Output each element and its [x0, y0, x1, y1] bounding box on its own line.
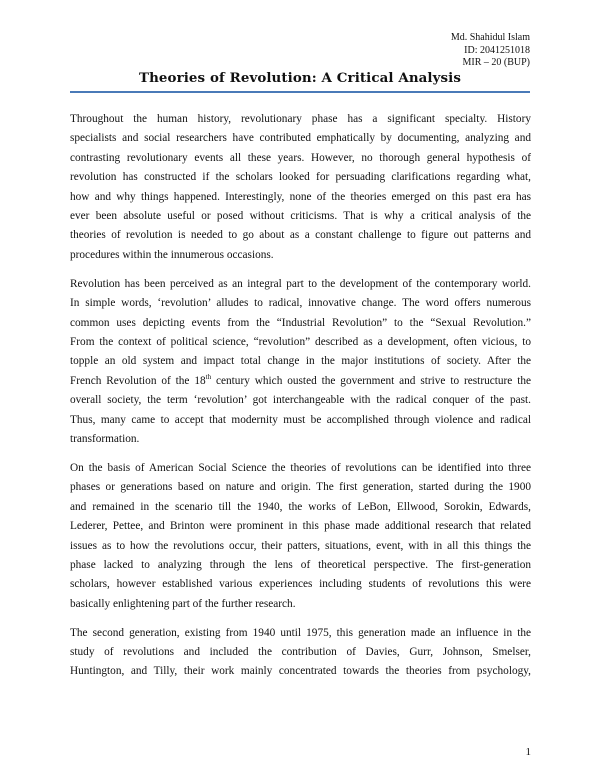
text-fragment: French Revolution of the 18: [70, 374, 206, 387]
text-line: Revolution has been perceived as an integral part to the development of the contemporary world.: [70, 277, 531, 290]
text-line-french-revolution: [70, 372, 531, 391]
text-line: revolution has constructed if the scholars looked for persuading clarifications regarding what,: [70, 171, 531, 184]
text-line: basically enlightening part of the further research.: [70, 597, 296, 610]
page-number: 1: [525, 746, 531, 758]
text-line: From the context of political science, “revolution” described as a development, often vicious, to: [70, 335, 531, 348]
text-line: ever been absolute useful or posed without criticisms. That is why a critical analysis of the: [70, 210, 531, 223]
superscript-th: th: [205, 373, 212, 382]
paragraph-2: [70, 275, 531, 450]
text-line: On the basis of American Social Science the theories of revolutions can be identified into three: [70, 461, 531, 474]
text-line: common uses depicting events from the “Industrial Revolution” to the “Sexual Revolution.”: [70, 316, 531, 329]
text-line: Lederer, Pettee, and Brinton were prominent in this phase made additional research that related: [70, 520, 531, 533]
text-line: overall society, the term ‘revolution’ got interchangeable with the radical conquer of the past.: [70, 394, 531, 407]
document-title: Theories of Revolution: A Critical Analysis: [139, 70, 461, 86]
text-fragment: century which ousted the government and strive to restructure the: [211, 374, 531, 387]
author-name: Md. Shahidul Islam: [450, 32, 530, 43]
text-line: phases or generations based on nature and origin. The first generation, started during the 1900: [70, 481, 531, 494]
author-block: [451, 32, 530, 70]
paragraph-4: [70, 624, 531, 682]
title-underline: [70, 91, 530, 93]
text-line: Throughout the human history, revolutionary phase has a significant specialty. History: [70, 113, 531, 125]
text-line: scholars, however established various experiences including students of revolutions this were: [70, 578, 531, 591]
document-body: [70, 110, 531, 691]
text-line: transformation.: [70, 433, 140, 445]
text-line: Thus, many came to accept that modernity must be accomplished through violence and radical: [70, 413, 531, 426]
text-line: phase lacked to analyzing through the lens of theoretical perspective. The first-generation: [70, 558, 531, 571]
text-line: The second generation, existing from 1940 until 1975, this generation made an influence in the: [70, 626, 531, 639]
text-line: Huntington, and Tilly, their work mainly concentrated towards the theories from psychology,: [70, 665, 531, 678]
text-line: how and why things happened. Interestingly, none of the theories emerged on this past era has: [70, 190, 531, 203]
paragraph-3: [70, 459, 531, 614]
text-line: study of revolutions and included the contribution of Davies, Gurr, Johnson, Smelser,: [70, 646, 531, 659]
student-id: ID: 2041251018: [464, 44, 530, 56]
text-line: issues as to how the revolutions occur, their patters, situations, event, with in all this things the: [70, 539, 531, 552]
text-line: and remained in the scenario till the 1940, the works of LeBon, Ellwood, Sorokin, Edwards,: [70, 500, 531, 513]
text-line: specialists and social researchers have contributed emphatically by documenting, analyzing and: [70, 132, 531, 145]
program-label: MIR – 20 (BUP): [462, 57, 530, 68]
paragraph-1: [70, 110, 531, 265]
text-line: procedures within the innumerous occasions.: [70, 248, 274, 261]
text-line: contrasting revolutionary events all these years. However, no thorough general hypothesis of: [70, 151, 531, 164]
text-line: topple an old system and impact total change in the major institutions of society. After the: [70, 355, 531, 368]
text-line: In simple words, ‘revolution’ alludes to radical, innovative change. The word offers numerous: [70, 297, 531, 310]
text-line: theories of revolution is needed to go about as a constant challenge to figure out patterns and: [70, 229, 531, 242]
